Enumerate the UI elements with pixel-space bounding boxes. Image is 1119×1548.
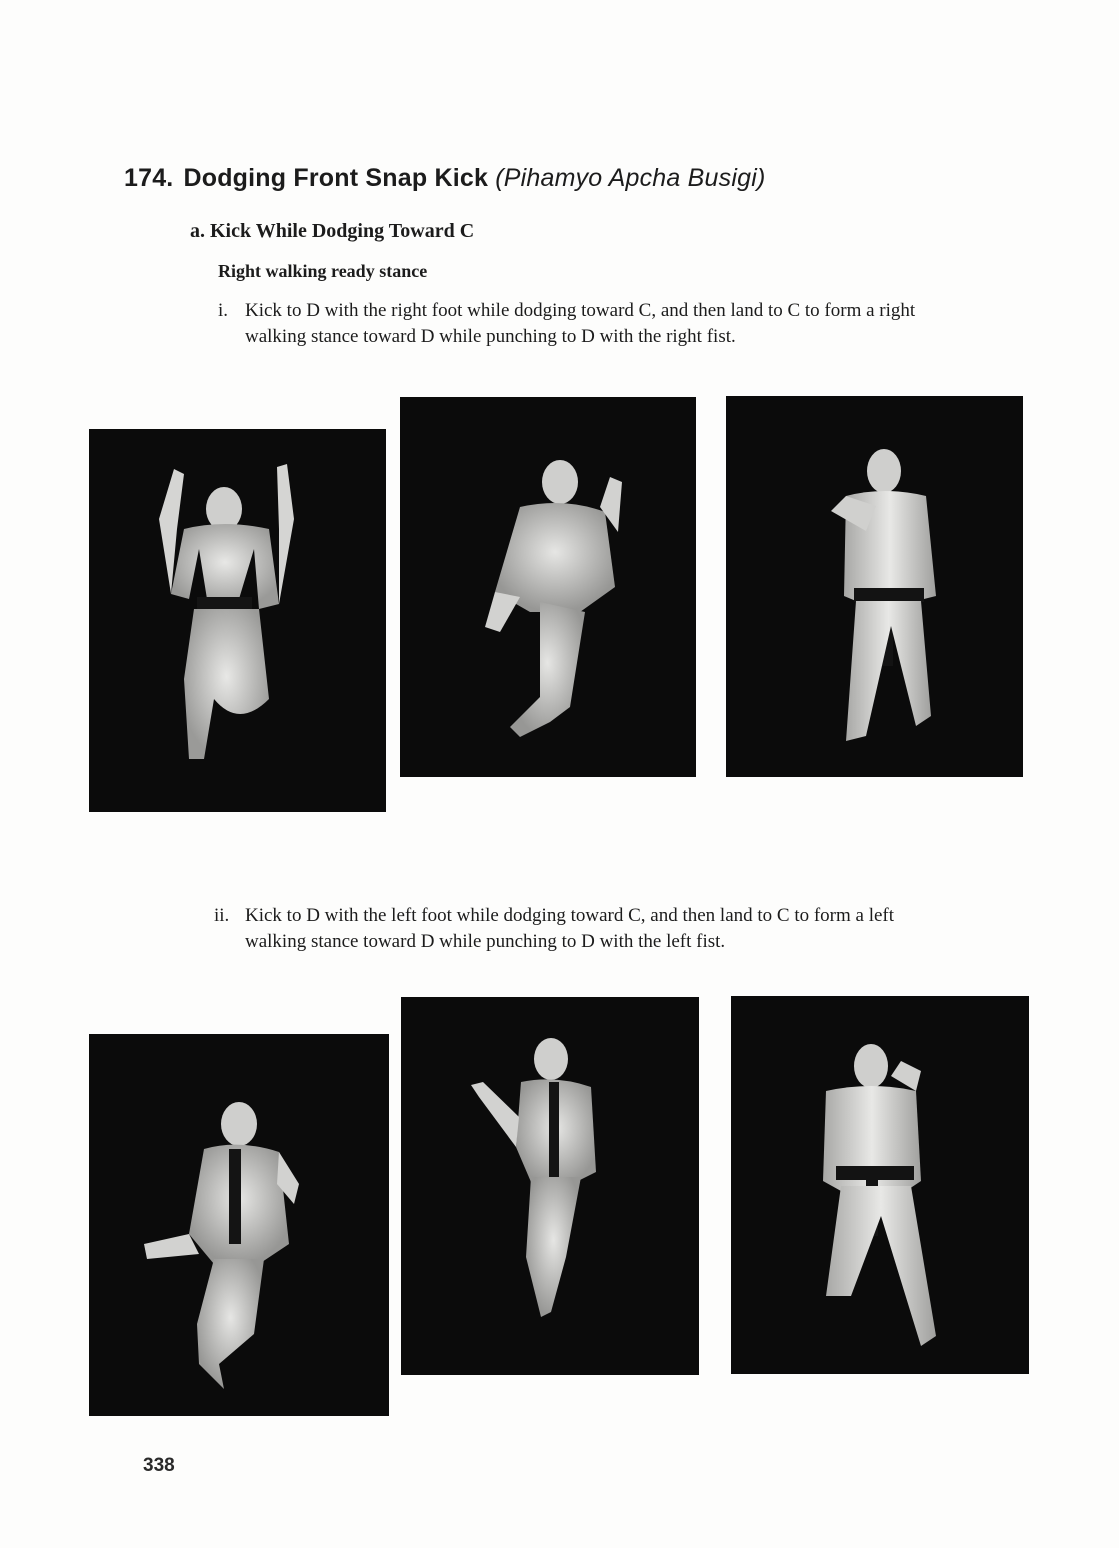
step-marker: ii. [214,905,230,926]
subsection-heading: a. Kick While Dodging Toward C [190,220,475,242]
photo-step-ii-3 [731,996,1029,1374]
photo-step-i-3 [726,396,1023,777]
step-marker: i. [218,300,229,321]
photo-step-ii-2 [401,997,699,1375]
figure-jumping-guard-icon [89,1034,389,1416]
figure-standing-left-punch-icon [731,996,1029,1374]
ready-stance-label: Right walking ready stance [218,261,428,281]
step-text: Kick to D with the left foot while dodging toward C, and then land to C to form a left walking stance toward D while punching to D with the left fist. [245,905,895,952]
step-i [218,298,953,350]
figure-jumping-icon [89,429,386,812]
section-number: 174. [124,164,174,192]
photo-step-i-1 [89,429,386,812]
section-title [124,164,765,193]
figure-kicking-icon [400,397,696,777]
photo-step-ii-1 [89,1034,389,1416]
photo-step-i-2 [400,397,696,777]
figure-kicking-left-icon [401,997,699,1375]
figure-standing-punch-icon [726,396,1023,777]
section-title-text: Dodging Front Snap Kick [183,164,489,192]
page-number: 338 [143,1455,175,1476]
step-text: Kick to D with the right foot while dodging toward C, and then land to C to form a right walking stance toward D while punching to D with the right fist. [245,300,916,347]
step-ii [214,903,954,955]
section-alt-title: (Pihamyo Apcha Busigi) [495,164,766,192]
